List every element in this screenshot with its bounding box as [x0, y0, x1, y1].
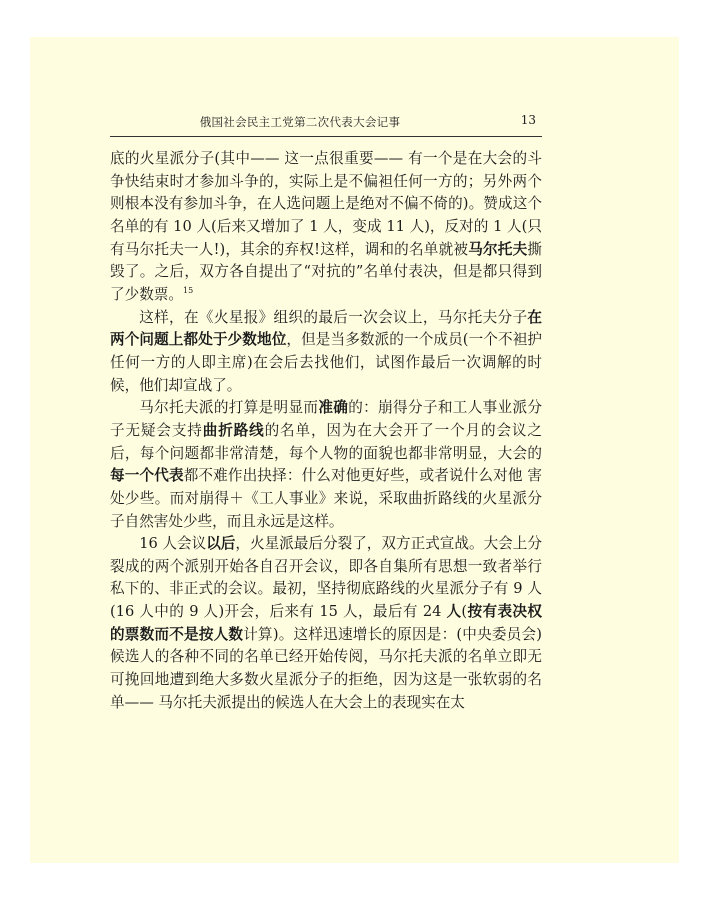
bold-emphasis: 在两个问题上都处于少数地位: [110, 308, 542, 349]
text-run: ，但是当多数派的一个成员(一个不袒护任何一方的人即主席)在会后去找他们，试图作最后一次调解的时候，他们却宣战了。: [110, 331, 542, 394]
bold-emphasis: 以后: [206, 535, 236, 553]
text-run: 都不难作出抉择：什么对他更好些，或者说什么对他 害处少些。而对崩得＋《工人事业》来说，采取曲折路线的火星派分子自然害处少些，而且永远是这样。: [110, 467, 542, 530]
text-run: (: [461, 603, 468, 621]
text-run: ，火星派最后分裂了，双方正式宣战。大会上分裂成的两个派别开始各自召开会议，即各自集所有思想一致者举行私下的、非正式的会议。最初，坚持彻底路线的火星派分子有 9 人(16 人中的 9 人)开会，后来有 15 人，最后有 24: [110, 535, 542, 621]
bold-emphasis: 准确: [318, 399, 349, 417]
text-run: 撕毁了。之后，双方各自提出了“对抗的”名单付表决，但是都只得到了少数票。: [110, 240, 542, 303]
paragraph-2: [110, 307, 542, 398]
running-title: 俄国社会民主工党第二次代表大会记事: [199, 115, 401, 129]
text-run: 16 人会议: [139, 535, 207, 553]
footnote-ref: 15: [182, 286, 194, 296]
text-run: 的：崩得分子和工人事业派分子无疑会支持: [110, 399, 542, 439]
text-run: 计算)。这样迅速增长的原因是：(中央委员会)候选人的各种不同的名单已经开始传阅，马尔托夫派的名单立即无可挽回地遭到绝大多数火星派分子的拒绝，因为这是一张软弱的名单—— 马尔托夫派提出的候选人在大会上的表现实在太: [110, 625, 542, 711]
body-text: [110, 148, 542, 714]
page-number: 13: [520, 113, 536, 127]
paragraph-4: [110, 533, 542, 714]
bold-emphasis: 人: [446, 603, 462, 621]
bold-emphasis: 按有表决权 的票数而不是按人数: [110, 603, 542, 643]
text-run: 的名单，因为在大会开了一个月的会议之后，每个问题都非常清楚，每个人物的面貌也都非常明显，大会的: [110, 421, 542, 462]
text-run: 马尔托夫派的打算是明显而: [139, 399, 319, 417]
bold-emphasis: 每一个代表: [110, 467, 184, 485]
text-run: 这样，在《火星报》组织的最后一次会议上，马尔托夫分子: [139, 308, 528, 326]
paragraph-3: [110, 397, 542, 533]
bold-emphasis: 曲折路线: [202, 421, 265, 439]
text-run: 底的火星派分子(其中—— 这一点很重要—— 有一个是在大会的斗争快结束时才参加斗争的，实际上是不偏袒任何一方的；另外两个则根本没有参加斗争，在人选问题上是绝对不偏不倚的)。赞成这个名单的有 10 人(后来又增加了 1 人，变成 11 人)，反对的 1 人(只有马尔托夫一人!)，其余的弃权!这样，调和的名单就被: [110, 150, 542, 258]
paragraph-1: [110, 148, 542, 307]
running-header: [110, 112, 542, 137]
bold-emphasis: 马尔托夫: [468, 240, 528, 258]
